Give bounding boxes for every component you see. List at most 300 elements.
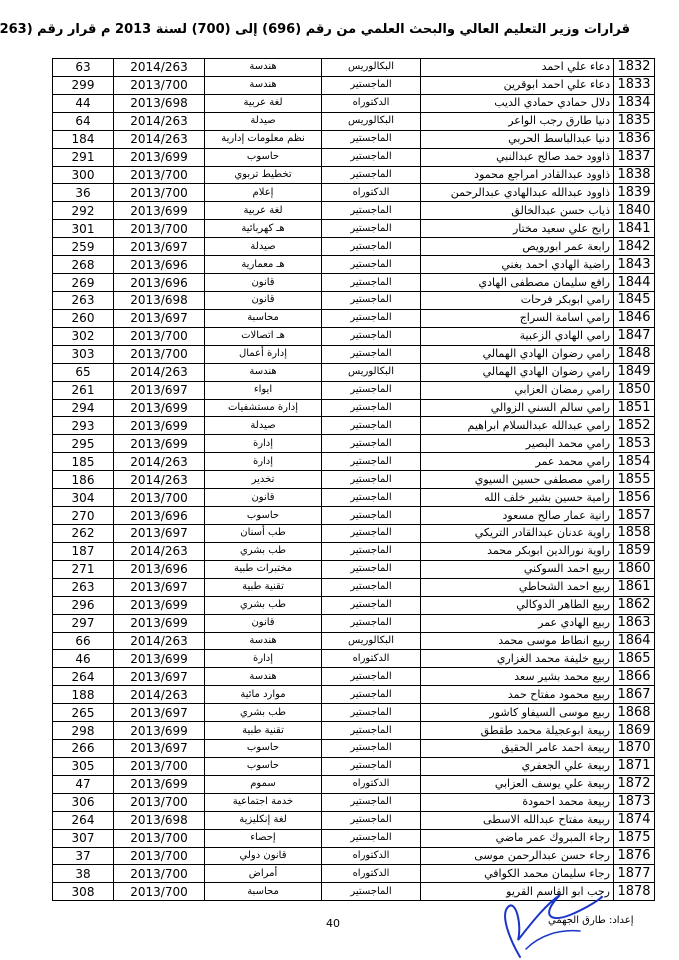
serial-number-cell: 1844 [614,274,655,292]
table-row [53,256,655,274]
decision-number-cell: 2013/697 [114,309,205,327]
name-cell: ذاوود حمد صالح عبدالنبي [421,148,614,166]
name-cell: ربيعة محمد احمودة [421,793,614,811]
field-cell: صيدلة [205,417,322,435]
degree-cell: الماجستير [322,740,421,758]
sequence-number-cell: 294 [53,399,114,417]
name-cell: دعاء علي احمد [421,59,614,77]
degree-cell: الماجستير [322,381,421,399]
serial-number-cell: 1835 [614,112,655,130]
field-cell: هندسة [205,363,322,381]
decision-number-cell: 2013/700 [114,847,205,865]
degree-cell: الدكتوراه [322,94,421,112]
table-row [53,381,655,399]
decision-number-cell: 2013/699 [114,399,205,417]
name-cell: رابح علي سعيد مختار [421,220,614,238]
table-row [53,524,655,542]
serial-number-cell: 1865 [614,650,655,668]
serial-number-cell: 1857 [614,507,655,525]
sequence-number-cell: 186 [53,471,114,489]
name-cell: رامي اسامة السراج [421,309,614,327]
name-cell: دعاء علي احمد ابوقرين [421,76,614,94]
field-cell: صيدلة [205,112,322,130]
decision-number-cell: 2013/698 [114,94,205,112]
table-row [53,435,655,453]
table-row [53,757,655,775]
sequence-number-cell: 185 [53,453,114,471]
serial-number-cell: 1876 [614,847,655,865]
decision-number-cell: 2013/700 [114,829,205,847]
degree-cell: الماجستير [322,668,421,686]
decision-number-cell: 2013/700 [114,184,205,202]
name-cell: رجاء سليمان محمد الكوافي [421,865,614,883]
sequence-number-cell: 302 [53,327,114,345]
decision-number-cell: 2013/696 [114,256,205,274]
name-cell: رافع سليمان مصطفى الهادي [421,274,614,292]
degree-cell: الماجستير [322,489,421,507]
sequence-number-cell: 264 [53,668,114,686]
sequence-number-cell: 304 [53,489,114,507]
degree-cell: الماجستير [322,76,421,94]
sequence-number-cell: 303 [53,345,114,363]
sequence-number-cell: 187 [53,542,114,560]
serial-number-cell: 1845 [614,291,655,309]
decision-number-cell: 2013/700 [114,76,205,94]
table-row [53,507,655,525]
field-cell: حاسوب [205,148,322,166]
name-cell: راوية عدنان عبدالقادر التريكي [421,524,614,542]
table-row [53,793,655,811]
degree-cell: الماجستير [322,560,421,578]
name-cell: ربيع احمد السوكني [421,560,614,578]
signature-mark [460,885,610,960]
field-cell: طب بشري [205,542,322,560]
decision-number-cell: 2013/700 [114,327,205,345]
field-cell: هندسة [205,76,322,94]
serial-number-cell: 1869 [614,722,655,740]
serial-number-cell: 1871 [614,757,655,775]
sequence-number-cell: 305 [53,757,114,775]
sequence-number-cell: 300 [53,166,114,184]
decision-number-cell: 2013/699 [114,435,205,453]
serial-number-cell: 1842 [614,238,655,256]
field-cell: أمراض [205,865,322,883]
name-cell: رانية عمار صالح مسعود [421,507,614,525]
degree-cell: البكالوريس [322,363,421,381]
sequence-number-cell: 295 [53,435,114,453]
field-cell: موارد مائية [205,686,322,704]
decision-number-cell: 2013/697 [114,668,205,686]
degree-cell: الدكتوراه [322,775,421,793]
table-row [53,112,655,130]
table-row [53,291,655,309]
name-cell: رجاء حسن عبدالرحمن موسى [421,847,614,865]
name-cell: رامي مصطفى حسين السيوي [421,471,614,489]
name-cell: رجب ابو القاسم القريو [421,883,614,901]
serial-number-cell: 1864 [614,632,655,650]
decision-number-cell: 2013/700 [114,166,205,184]
serial-number-cell: 1834 [614,94,655,112]
sequence-number-cell: 270 [53,507,114,525]
degree-cell: الماجستير [322,130,421,148]
name-cell: رامي الهادي الزعبية [421,327,614,345]
sequence-number-cell: 299 [53,76,114,94]
decision-number-cell: 2013/700 [114,793,205,811]
table-row [53,704,655,722]
degree-cell: الماجستير [322,471,421,489]
serial-number-cell: 1868 [614,704,655,722]
serial-number-cell: 1862 [614,596,655,614]
degree-cell: الماجستير [322,291,421,309]
name-cell: دنيا طارق رجب الواعر [421,112,614,130]
table-row [53,202,655,220]
serial-number-cell: 1861 [614,578,655,596]
field-cell: إدارة مستشفيات [205,399,322,417]
decision-number-cell: 2013/697 [114,381,205,399]
serial-number-cell: 1859 [614,542,655,560]
degree-cell: الدكتوراه [322,184,421,202]
table-row [53,238,655,256]
serial-number-cell: 1874 [614,811,655,829]
decision-number-cell: 2013/698 [114,291,205,309]
degree-cell: الماجستير [322,686,421,704]
table-row [53,722,655,740]
field-cell: صيدلة [205,238,322,256]
name-cell: ذاوود عبدالقادر امراجع محمود [421,166,614,184]
table-row [53,471,655,489]
decision-number-cell: 2014/263 [114,686,205,704]
sequence-number-cell: 293 [53,417,114,435]
name-cell: ذياب حسن عبدالخالق [421,202,614,220]
field-cell: قانون [205,614,322,632]
table-row [53,865,655,883]
name-cell: رابعة عمر ابورويص [421,238,614,256]
sequence-number-cell: 269 [53,274,114,292]
serial-number-cell: 1833 [614,76,655,94]
table-row [53,775,655,793]
table-row [53,417,655,435]
page-number: 40 [326,917,340,930]
serial-number-cell: 1847 [614,327,655,345]
field-cell: لغة عربية [205,202,322,220]
serial-number-cell: 1872 [614,775,655,793]
degree-cell: الماجستير [322,327,421,345]
serial-number-cell: 1843 [614,256,655,274]
degree-cell: الماجستير [322,220,421,238]
decision-number-cell: 2013/697 [114,238,205,256]
field-cell: خدمة اجتماعية [205,793,322,811]
sequence-number-cell: 265 [53,704,114,722]
table-row [53,274,655,292]
serial-number-cell: 1875 [614,829,655,847]
table-row [53,76,655,94]
decision-number-cell: 2013/700 [114,883,205,901]
degree-cell: الماجستير [322,417,421,435]
table-row [53,829,655,847]
sequence-number-cell: 268 [53,256,114,274]
field-cell: طب بشري [205,704,322,722]
table-row [53,94,655,112]
sequence-number-cell: 66 [53,632,114,650]
degree-cell: الماجستير [322,309,421,327]
signature-stroke [505,895,602,957]
field-cell: تخطيط تربوي [205,166,322,184]
name-cell: راضية الهادي احمد بغني [421,256,614,274]
serial-number-cell: 1854 [614,453,655,471]
decision-number-cell: 2013/699 [114,148,205,166]
field-cell: قانون [205,274,322,292]
table-row [53,686,655,704]
table-row [53,363,655,381]
sequence-number-cell: 296 [53,596,114,614]
field-cell: سموم [205,775,322,793]
field-cell: نظم معلومات إدارية [205,130,322,148]
sequence-number-cell: 292 [53,202,114,220]
decision-number-cell: 2013/700 [114,757,205,775]
field-cell: قانون [205,291,322,309]
sequence-number-cell: 306 [53,793,114,811]
degree-cell: الماجستير [322,811,421,829]
field-cell: ايواء [205,381,322,399]
degree-cell: الماجستير [322,274,421,292]
decision-number-cell: 2013/697 [114,524,205,542]
sequence-number-cell: 64 [53,112,114,130]
sequence-number-cell: 291 [53,148,114,166]
table-row [53,148,655,166]
degree-cell: الماجستير [322,524,421,542]
name-cell: رامي رضوان الهادي الهمالي [421,345,614,363]
name-cell: ربيع محمد بشير سعد [421,668,614,686]
field-cell: هندسة [205,632,322,650]
name-cell: رامي رمضان العزابي [421,381,614,399]
degree-cell: الماجستير [322,345,421,363]
field-cell: إدارة [205,435,322,453]
field-cell: هندسة [205,59,322,77]
table-row [53,399,655,417]
serial-number-cell: 1852 [614,417,655,435]
decision-number-cell: 2014/263 [114,542,205,560]
field-cell: تقنية طبية [205,722,322,740]
degree-cell: الدكتوراه [322,650,421,668]
serial-number-cell: 1855 [614,471,655,489]
decision-number-cell: 2014/263 [114,363,205,381]
name-cell: ربيع احمد الشحاطي [421,578,614,596]
field-cell: إحصاء [205,829,322,847]
decision-number-cell: 2014/263 [114,632,205,650]
degree-cell: الماجستير [322,256,421,274]
decision-number-cell: 2014/263 [114,453,205,471]
serial-number-cell: 1832 [614,59,655,77]
degree-cell: البكالوريس [322,112,421,130]
field-cell: طب أسنان [205,524,322,542]
degree-cell: الماجستير [322,166,421,184]
table-row [53,614,655,632]
table-row [53,668,655,686]
field-cell: هندسة [205,668,322,686]
serial-number-cell: 1863 [614,614,655,632]
table-row [53,166,655,184]
decision-number-cell: 2013/699 [114,202,205,220]
degree-cell: البكالوريس [322,59,421,77]
serial-number-cell: 1839 [614,184,655,202]
name-cell: ربيع خليفة محمد الغزاري [421,650,614,668]
name-cell: رامي محمد البصير [421,435,614,453]
table-row [53,453,655,471]
degree-cell: الماجستير [322,578,421,596]
sequence-number-cell: 65 [53,363,114,381]
decision-number-cell: 2013/699 [114,614,205,632]
field-cell: إدارة أعمال [205,345,322,363]
degree-cell: الماجستير [322,399,421,417]
sequence-number-cell: 46 [53,650,114,668]
degree-cell: الماجستير [322,704,421,722]
degree-cell: الماجستير [322,542,421,560]
serial-number-cell: 1837 [614,148,655,166]
field-cell: هـ اتصالات [205,327,322,345]
table-row [53,489,655,507]
name-cell: ذاوود عبدالله عبدالهادي عبدالرحمن [421,184,614,202]
page-title: قرارات وزير التعليم العالي والبحث العلمي من رقم (696) إلى (700) لسنة 2013 م قرار رقم (263 [0,22,630,37]
field-cell: هـ كهربائية [205,220,322,238]
name-cell: رامي رضوان الهادي الهمالي [421,363,614,381]
field-cell: قانون دولي [205,847,322,865]
table-row [53,811,655,829]
field-cell: طب بشري [205,596,322,614]
serial-number-cell: 1848 [614,345,655,363]
field-cell: محاسبة [205,309,322,327]
serial-number-cell: 1877 [614,865,655,883]
sequence-number-cell: 266 [53,740,114,758]
table-row [53,220,655,238]
field-cell: إدارة [205,453,322,471]
name-cell: رامي ابوبكر فرحات [421,291,614,309]
decision-number-cell: 2014/263 [114,59,205,77]
field-cell: حاسوب [205,740,322,758]
name-cell: رجاء المبروك عمر ماضي [421,829,614,847]
serial-number-cell: 1849 [614,363,655,381]
table-row [53,847,655,865]
sequence-number-cell: 44 [53,94,114,112]
degree-cell: الماجستير [322,453,421,471]
serial-number-cell: 1873 [614,793,655,811]
degree-cell: الماجستير [322,793,421,811]
degree-cell: الماجستير [322,238,421,256]
table-row [53,542,655,560]
serial-number-cell: 1851 [614,399,655,417]
name-cell: رامية حسين بشير خلف الله [421,489,614,507]
degree-cell: الدكتوراه [322,847,421,865]
degree-cell: الدكتوراه [322,865,421,883]
decisions-table [52,58,655,901]
sequence-number-cell: 38 [53,865,114,883]
field-cell: تقنية طبية [205,578,322,596]
name-cell: ربيعة مفتاح عبدالله الاسطى [421,811,614,829]
table-row [53,59,655,77]
decision-number-cell: 2013/696 [114,560,205,578]
serial-number-cell: 1841 [614,220,655,238]
table-row [53,345,655,363]
sequence-number-cell: 264 [53,811,114,829]
sequence-number-cell: 298 [53,722,114,740]
decision-number-cell: 2013/697 [114,704,205,722]
degree-cell: الماجستير [322,148,421,166]
serial-number-cell: 1858 [614,524,655,542]
degree-cell: الماجستير [322,202,421,220]
name-cell: راوية نورالدين ابوبكر محمد [421,542,614,560]
sequence-number-cell: 184 [53,130,114,148]
field-cell: إعلام [205,184,322,202]
degree-cell: الماجستير [322,883,421,901]
degree-cell: الماجستير [322,596,421,614]
sequence-number-cell: 262 [53,524,114,542]
sequence-number-cell: 260 [53,309,114,327]
signature-flourish [526,931,580,949]
sequence-number-cell: 263 [53,578,114,596]
table-row [53,309,655,327]
name-cell: ربيعة علي الجعفري [421,757,614,775]
table-row [53,184,655,202]
sequence-number-cell: 261 [53,381,114,399]
decision-number-cell: 2013/699 [114,417,205,435]
decision-number-cell: 2013/697 [114,740,205,758]
table-row [53,740,655,758]
table-row [53,560,655,578]
sequence-number-cell: 47 [53,775,114,793]
prepared-by: إعداد: طارق الجهمي [548,915,634,926]
decision-number-cell: 2013/700 [114,489,205,507]
serial-number-cell: 1853 [614,435,655,453]
decision-number-cell: 2013/700 [114,345,205,363]
degree-cell: الماجستير [322,722,421,740]
name-cell: ربيع انطاط موسى محمد [421,632,614,650]
decision-number-cell: 2014/263 [114,130,205,148]
name-cell: ربيع محمود مفتاح حمد [421,686,614,704]
sequence-number-cell: 271 [53,560,114,578]
name-cell: ربيعة ابوعجيلة محمد طقطق [421,722,614,740]
name-cell: ربيعة علي يوسف العزابي [421,775,614,793]
field-cell: لغة عربية [205,94,322,112]
serial-number-cell: 1866 [614,668,655,686]
field-cell: مختبرات طبية [205,560,322,578]
decision-number-cell: 2013/700 [114,220,205,238]
degree-cell: الماجستير [322,507,421,525]
table-row [53,596,655,614]
field-cell: محاسبة [205,883,322,901]
name-cell: ربيع موسى السيفاو كاشور [421,704,614,722]
serial-number-cell: 1850 [614,381,655,399]
degree-cell: الماجستير [322,435,421,453]
decision-number-cell: 2013/697 [114,578,205,596]
sequence-number-cell: 308 [53,883,114,901]
decision-number-cell: 2013/696 [114,507,205,525]
serial-number-cell: 1836 [614,130,655,148]
sequence-number-cell: 263 [53,291,114,309]
decision-number-cell: 2014/263 [114,471,205,489]
table-row [53,650,655,668]
serial-number-cell: 1867 [614,686,655,704]
serial-number-cell: 1856 [614,489,655,507]
table-row [53,632,655,650]
name-cell: ربيعة احمد عامر الحقيق [421,740,614,758]
sequence-number-cell: 297 [53,614,114,632]
sequence-number-cell: 301 [53,220,114,238]
sequence-number-cell: 188 [53,686,114,704]
name-cell: دلال حمادي حمادي الديب [421,94,614,112]
decision-number-cell: 2013/700 [114,865,205,883]
sequence-number-cell: 307 [53,829,114,847]
field-cell: تخدير [205,471,322,489]
serial-number-cell: 1840 [614,202,655,220]
